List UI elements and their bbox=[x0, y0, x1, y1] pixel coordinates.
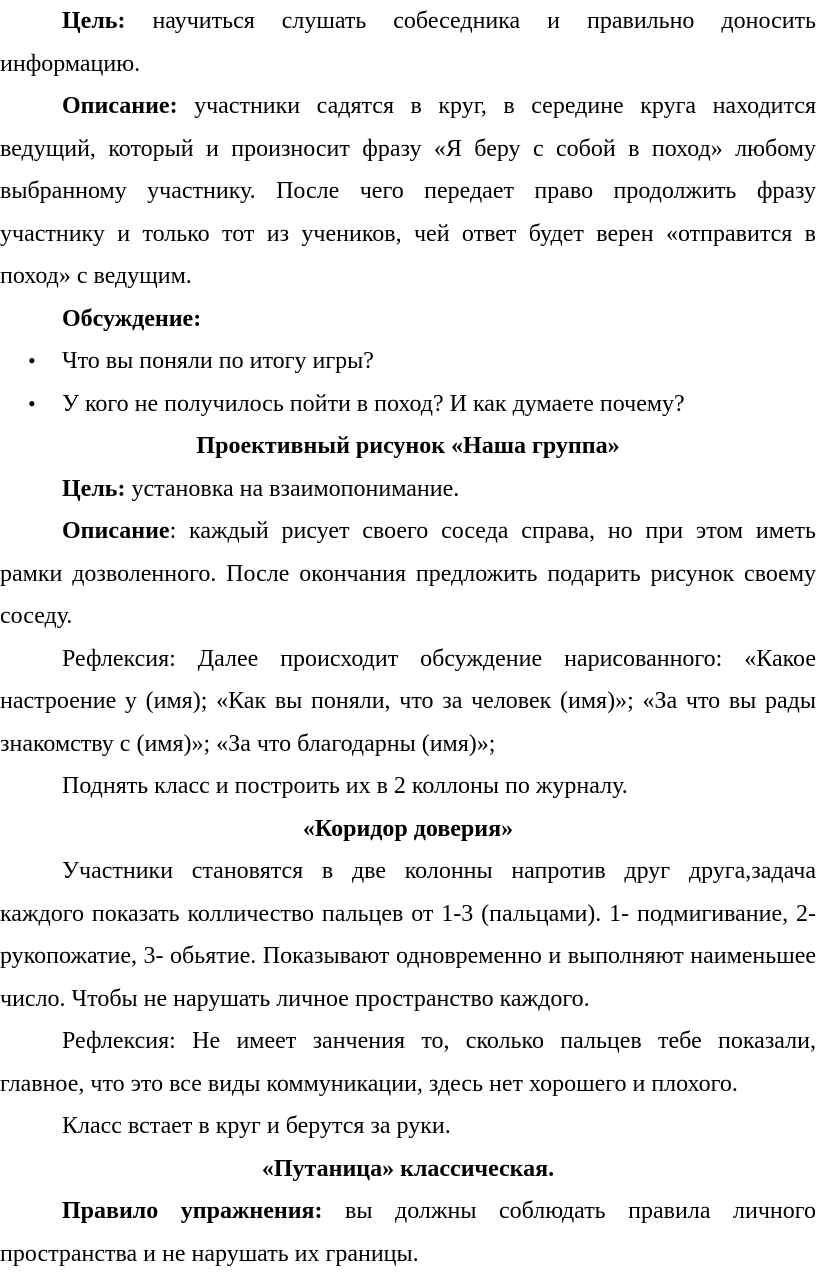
discussion-list bbox=[0, 340, 816, 425]
description-paragraph-3: Участники становятся в две колонны напротив друг друга,задача каждого показать колличество пальцев от 1-3 (пальцами). 1- подмигивание, 2- рукопожатие, 3- обьятие. Показывают одновременно и выполняют наименьшее число. Чтобы не нарушать личное пространство каждого. bbox=[0, 858, 816, 1012]
instruction-paragraph-1: Поднять класс и построить их в 2 коллоны по журналу. bbox=[62, 773, 628, 799]
discussion-label: Обсуждение: bbox=[62, 305, 202, 332]
section-title-corridor: «Коридор доверия» bbox=[302, 815, 514, 842]
discussion-heading bbox=[0, 298, 816, 341]
list-item bbox=[0, 340, 816, 383]
description-text: участники садятся в круг, в середине круга находится ведущий, который и произносит фразу «Я беру с собой в поход» любому выбранному участнику. После чего передает право продолжить фразу участнику и только тот из учеников, чей ответ будет верен «отправится в поход» с ведущим. bbox=[0, 93, 816, 289]
goal-text: научиться слушать собеседника и правильно доносить информацию. bbox=[0, 8, 816, 77]
section-title-tangle: «Путаница» классическая. bbox=[261, 1155, 555, 1182]
instruction-paragraph-2: Класс встает в круг и берутся за руки. bbox=[62, 1113, 451, 1139]
section-title-drawing: Проективный рисунок «Наша группа» bbox=[196, 433, 620, 459]
description-label: Описание bbox=[62, 518, 170, 544]
goal-paragraph-2 bbox=[0, 468, 816, 511]
list-item-text: Что вы поняли по итогу игры? bbox=[62, 348, 374, 374]
description-label: Описание: bbox=[62, 93, 178, 119]
bullet-icon: • bbox=[28, 390, 36, 416]
list-item-text: У кого не получилось пойти в поход? И как думаете почему? bbox=[62, 390, 685, 417]
goal-paragraph-1 bbox=[0, 0, 816, 85]
description-text: : каждый рисует своего соседа справа, но при этом иметь рамки дозволенного. После окончания предложить подарить рисунок своему соседу. bbox=[0, 518, 816, 629]
rule-paragraph bbox=[0, 1190, 816, 1275]
reflection-paragraph-1: Рефлексия: Далее происходит обсуждение нарисованного: «Какое настроение у (имя); «Как вы поняли, что за человек (имя)»; «За что вы рады знакомству с (имя)»; «За что благодарны (имя)»; bbox=[0, 645, 816, 757]
description-paragraph-1 bbox=[0, 85, 816, 298]
rule-text: вы должны соблюдать правила личного пространства и не нарушать их границы. bbox=[0, 1198, 816, 1267]
bullet-icon: • bbox=[28, 348, 36, 373]
goal-label: Цель: bbox=[62, 475, 126, 502]
goal-text: установка на взаимопонимание. bbox=[125, 475, 460, 502]
list-item bbox=[0, 383, 816, 426]
description-paragraph-2 bbox=[0, 510, 816, 638]
goal-label: Цель: bbox=[62, 8, 126, 34]
reflection-paragraph-2: Рефлексия: Не имеет занчения то, сколько пальцев тебе показали, главное, что это все виды коммуникации, здесь нет хорошего и плохого. bbox=[0, 1028, 816, 1097]
rule-label: Правило упражнения: bbox=[62, 1198, 323, 1224]
